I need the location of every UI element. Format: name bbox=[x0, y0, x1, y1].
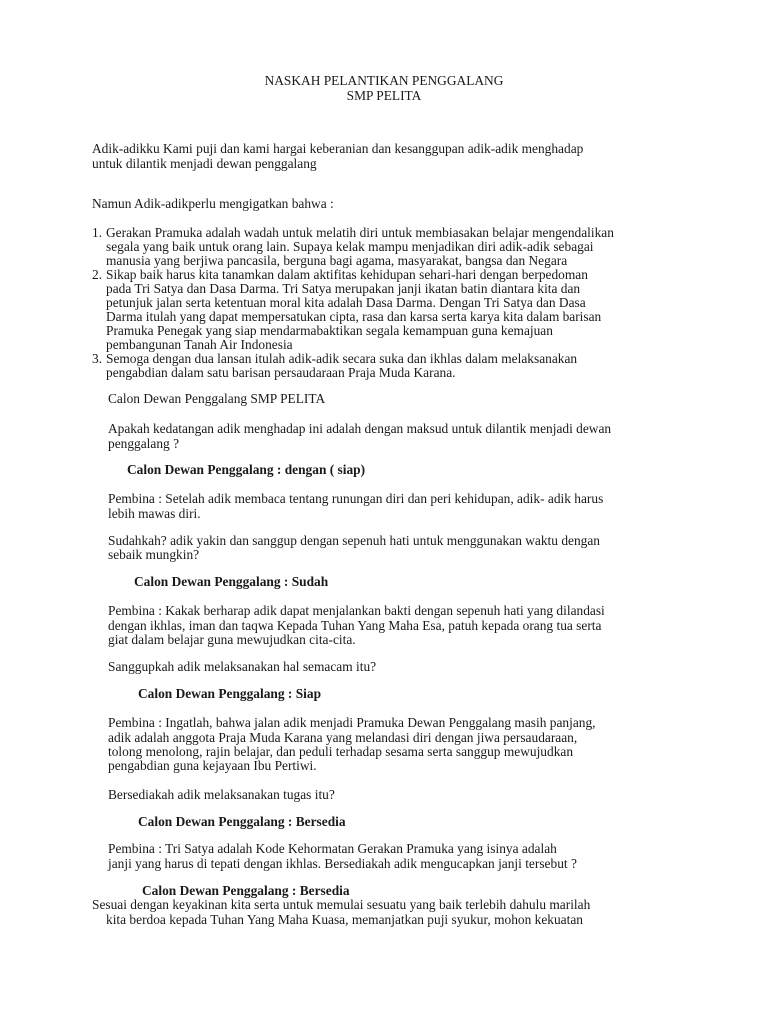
intro-line: Adik-adikku Kami puji dan kami hargai keberanian dan kesanggupan adik-adik menghadap bbox=[92, 141, 584, 156]
pembina-line: Pembina : Setelah adik membaca tentang runungan diri dan peri kehidupan, adik- adik harus bbox=[108, 491, 604, 506]
intro-line: untuk dilantik menjadi dewan penggalang bbox=[92, 156, 317, 171]
list-item-line: Gerakan Pramuka adalah wadah untuk melatih diri untuk membiasakan belajar mengendalikan bbox=[106, 225, 614, 240]
document-subtitle: SMP PELITA bbox=[346, 88, 422, 103]
pembina-line: dengan ikhlas, iman dan taqwa Kepada Tuhan Yang Maha Esa, patuh kepada orang tua serta bbox=[108, 618, 602, 633]
pembina-line: Pembina : Ingatlah, bahwa jalan adik menjadi Pramuka Dewan Penggalang masih panjang, bbox=[108, 715, 596, 730]
list-number: 3. bbox=[92, 351, 103, 366]
pembina-line: Pembina : Kakak berharap adik dapat menjalankan bakti dengan sepenuh hati yang dilandasi bbox=[108, 603, 605, 618]
pembina-line: lebih mawas diri. bbox=[108, 506, 201, 521]
question-line: Sudahkah? adik yakin dan sanggup dengan sepenuh hati untuk menggunakan waktu dengan bbox=[108, 533, 600, 548]
question-line: Apakah kedatangan adik menghadap ini adalah dengan maksud untuk dilantik menjadi dewan bbox=[108, 421, 612, 436]
document-title: NASKAH PELANTIKAN PENGGALANG bbox=[264, 73, 504, 88]
pembina-line: giat dalam belajar guna mewujudkan cita-cita. bbox=[108, 632, 356, 647]
list-number: 1. bbox=[92, 225, 103, 240]
list-item-line: Semoga dengan dua lansan itulah adik-adik secara suka dan ikhlas dalam melaksanakan bbox=[106, 351, 578, 366]
pembina-line: tolong menolong, rajin belajar, dan peduli terhadap sesama serta sanggup mewujudkan bbox=[108, 744, 574, 759]
candidate-response: Calon Dewan Penggalang : Sudah bbox=[134, 574, 329, 589]
list-number: 2. bbox=[92, 267, 103, 282]
closing-line: Sesuai dengan keyakinan kita serta untuk memulai sesuatu yang baik terlebih dahulu marilah bbox=[92, 897, 591, 912]
question-line: penggalang ? bbox=[108, 436, 180, 451]
candidate-response: Calon Dewan Penggalang : Bersedia bbox=[142, 883, 350, 898]
list-item-line: segala yang baik untuk orang lain. Supaya kelak mampu menjadikan diri adik-adik sebagai bbox=[106, 239, 594, 254]
question-line: Bersediakah adik melaksanakan tugas itu? bbox=[108, 787, 335, 802]
pembina-line: Pembina : Tri Satya adalah Kode Kehormatan Gerakan Pramuka yang isinya adalah bbox=[108, 841, 557, 856]
list-item-line: Sikap baik harus kita tanamkan dalam aktifitas kehidupan sehari-hari dengan berpedoman bbox=[106, 267, 588, 282]
pembina-line: janji yang harus di tepati dengan ikhlas. Bersediakah adik mengucapkan janji tersebut ? bbox=[108, 856, 577, 871]
reminder-text: Namun Adik-adikperlu mengigatkan bahwa : bbox=[92, 196, 334, 211]
pembina-line: pengabdian guna kejayaan Ibu Pertiwi. bbox=[108, 758, 317, 773]
list-item-line: pengabdian dalam satu barisan persaudaraan Praja Muda Karana. bbox=[106, 365, 456, 380]
list-item-line: pada Tri Satya dan Dasa Darma. Tri Satya merupakan janji ikatan batin diantara kita dan bbox=[106, 281, 581, 296]
list-item-line: pembangunan Tanah Air Indonesia bbox=[106, 337, 293, 352]
callout-line: Calon Dewan Penggalang SMP PELITA bbox=[108, 391, 326, 406]
candidate-response: Calon Dewan Penggalang : Siap bbox=[138, 686, 322, 701]
list-item-line: Pramuka Penegak yang siap mendarmabaktikan segala kemampuan guna kemajuan bbox=[106, 323, 553, 338]
candidate-response: Calon Dewan Penggalang : Bersedia bbox=[138, 814, 346, 829]
list-item-line: Darma itulah yang dapat mempersatukan cipta, rasa dan karsa serta karya kita dalam barisan bbox=[106, 309, 602, 324]
pembina-line: adik adalah anggota Praja Muda Karana yang melandasi diri dengan jiwa persaudaraan, bbox=[108, 730, 578, 745]
question-line: Sanggupkah adik melaksanakan hal semacam itu? bbox=[108, 659, 377, 674]
closing-line: kita berdoa kepada Tuhan Yang Maha Kuasa, memanjatkan puji syukur, mohon kekuatan bbox=[106, 912, 583, 927]
question-line: sebaik mungkin? bbox=[108, 547, 200, 562]
list-item-line: manusia yang berjiwa pancasila, berguna bagi agama, masyarakat, bangsa dan Negara bbox=[106, 253, 568, 268]
list-item-line: petunjuk jalan serta ketentuan moral kita adalah Dasa Darma. Dengan Tri Satya dan Dasa bbox=[106, 295, 586, 310]
candidate-response: Calon Dewan Penggalang : dengan ( siap) bbox=[127, 462, 366, 477]
